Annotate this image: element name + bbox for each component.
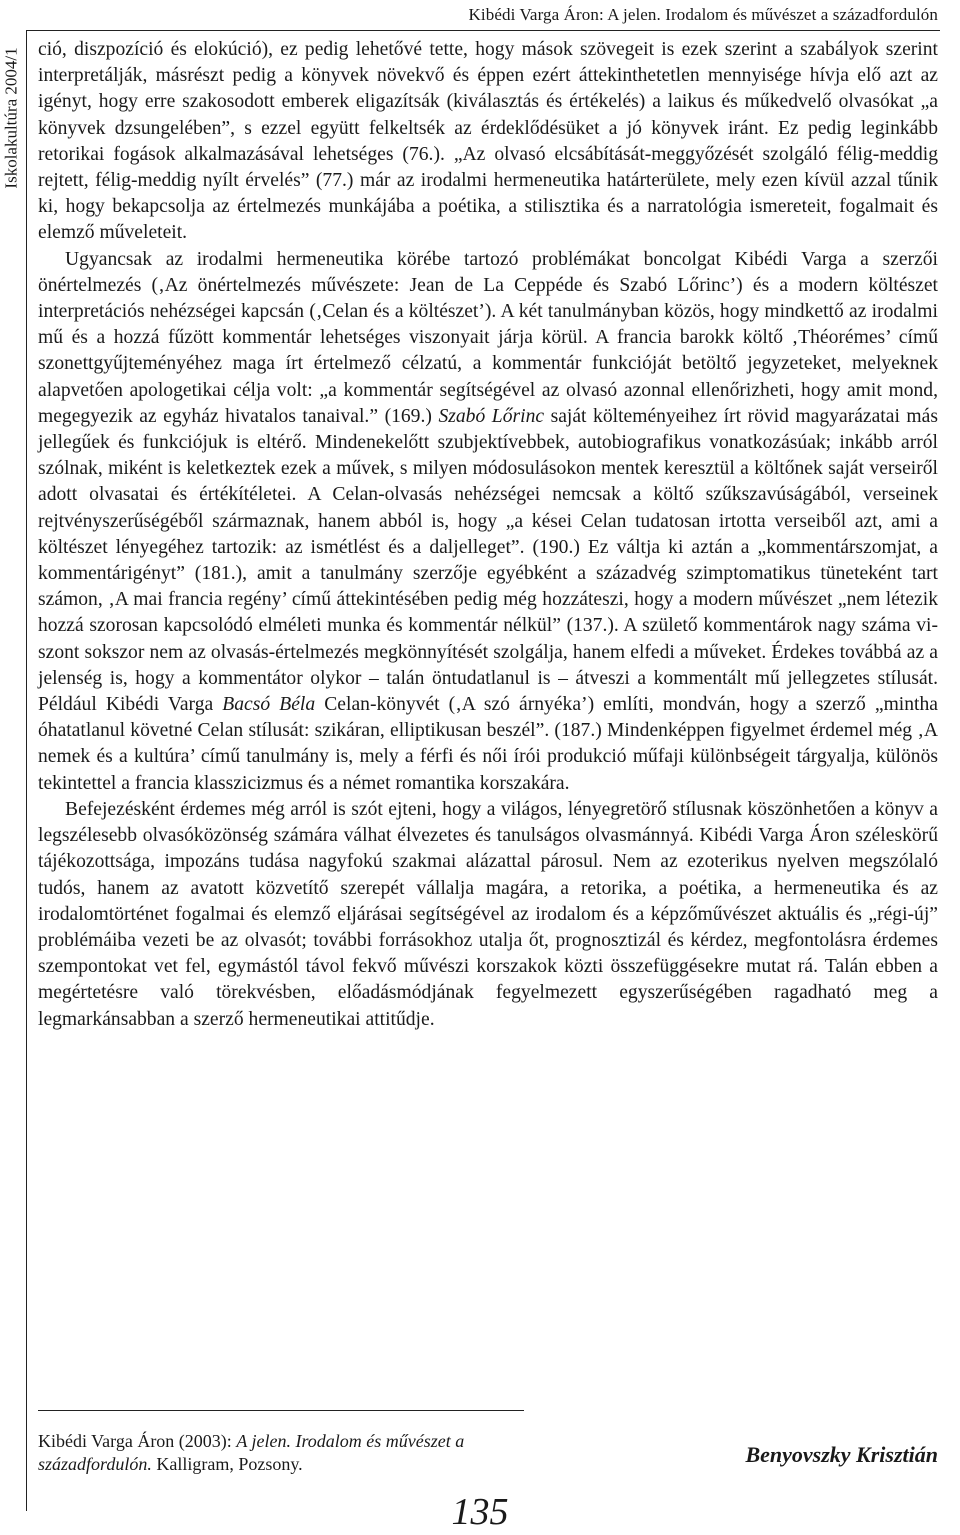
footnote-rule [38,1410,524,1411]
reference-author-year: Kibédi Varga Áron (2003): [38,1431,237,1451]
page-number: 135 [451,1491,509,1533]
journal-side-label [0,28,24,208]
paragraph-text: Ugyancsak az irodalmi hermeneutika körébe tartozó problémákat boncolgat Kibédi Varga a szerzői önértelmezés (‚Az önértelmezés művészete: Jean de La Ceppéde és Szabó Lőrinc’) és a modern költészet interpretációs nehézségei kapcsán (‚Celan és a költészet’). A két tanulmányban közös, hogy mindkettő az irodalmi mű és a hozzá fűzött kommentár lehetséges viszonyait járja körül. A francia barokk költő ‚Théorémes’ című szonettgyűjteményéhez maga írt értelmező célzatú, a kommentár funkcióját betöltő jegyzeteket, melyeknek alapvetően apologetikai célja volt: „a kommentár segítségével az olvasó azonnal ellenőrizheti, hogy amit mond, megegyezik az egyház hivatalos tanaival.” (169.) [38,248,938,427]
paragraph-text: Befejezésként érdemes még arról is szót ejteni, hogy a világos, lényegretörő stílusnak köszönhetően a könyv a legszélesebb olvasóközönség számára válhat élvezetes és tanulságos olvasmánnyá. Kibédi Varga Áron széleskörű tájékozottsága, impozáns tudása nagyfokú szakmai alázattal párosul. Nem az ezoterikus nyelven megszólaló tudós, hanem az avatott közvetítő szerepét vállalja magára, a retorika, a poétika, a hermeneutika és az irodalomtörténet fogalmai és elemző eljárásai segítségével az irodalom és a képzőművészet aktuális és „régi-új” problémáiba vezeti be az olvasót; további forrásokhoz utalja őt, prognosztizál és kérdez, megfontolásra érdemes szempontokat vet fel, egymástól távol fekvő művészi korszakok közti összefüggésekre mutat rá. Talán ebben a megértetésre való törekvésben, előadásmódjának fegyelmezett egyszerűségében ragadható meg a legmarkánsabban a szerző hermeneutikai attitűdje. [38,798,938,1030]
body-paragraph [38,797,938,1033]
article-body [38,37,938,1033]
reference [38,1430,558,1476]
italic-name: Bacsó Béla [222,694,316,716]
reviewer-name: Benyovszky Krisztián [745,1442,938,1467]
running-header: Kibédi Varga Áron: A jelen. Irodalom és művészet a századfordulón [468,5,938,24]
reference-publisher: Kalligram, Pozsony. [151,1454,303,1474]
italic-name: Szabó Lőrinc [438,405,545,427]
body-paragraph [38,37,938,247]
header-rule [26,30,940,31]
reference-title: A jelen. Irodalom és művészet a századfordulón. [38,1431,465,1474]
paragraph-text: Celan-könyvét (‚A szó árnyéka’) említi, mondván, hogy a szerző „mintha óhatatlanul követné Celan stílusát: szikáran, elliptikusan beszél”. (187.) Mindenképpen figyelmet érdemel még ‚A nemek és a kultúra’ című tanulmány is, mely a férfi és női írói produkció műfaji különbségeit tárgyalja, különös tekintettel a francia klasszicizmus és a német romantika korszakára. [38,694,938,794]
side-rule [26,30,27,1511]
paragraph-text: ció, diszpozíció és elokúció), ez pedig lehetővé tette, hogy mások szövegeit is ezek szerint a szabályok szerint interpretálják, másrészt pedig a könyvek növekvő és éppen ezért áttekinthetetlen mennyisége hívja elő azt az igényt, hogy erre szakosodott emberek eligazítsák (kiválasztás és értékelés) a laikus és műkedvelő olvasókat „a könyvek dzsungelében”, s ezzel együtt felkeltsék az érdeklődésüket a jó könyvek iránt. Ez pedig leginkább retorikai fogások alkalmazásával lehetséges (76.). „Az olvasó elcsábítását-meggyőzését szolgáló félig-meddig rejtett, félig-meddig nyílt érvelés” (77.) már az irodalmi hermeneutika határterülete, mely ezen kívül azzal tűnik ki, hogy bekapcsolja az értelmezés munkájába a poétika, a stilisztika és a narratológia ismereteit, fogalmait és elemző műveleteit. [38,39,938,244]
journal-side-label-text: Iskolakultúra 2004/1 [2,47,22,189]
paragraph-text: saját költeményeihez írt rövid magyarázatai más jellegűek és funkciójuk is eltérő. Mindenekelőtt szubjektívebbek, autobiografikus vonatkozásúak; inkább arról szólnak, miként is keletkeztek ezek a művek, s milyen módosulásokon mentek keresztül a költőnek saját verseiről adott olvasatai és értékítéletei. A Celan-olvasás nehézségei nemcsak a költő szűkszavúságából, verseinek rejtvényszerűségéből származnak, hanem abból is, hogy „a kései Celan tudatosan irtotta verseiből azt, ami a költészet lényegéhez tartozik: az ismétlést és a daljelleget”. (190.) Ez váltja ki aztán a „kommentárszomjat, a kommentárigényt” (181.), amit a tanulmány szerzője egyébként a századvég szimptomatikus tüneteként tart számon, ‚A mai francia regény’ című áttekintésében pedig még hozzáteszi, hogy a modern művészet „nem létezik hozzá szorosan kapcsolódó elméleti munka és kommentár nélkül” (137.). A születő kommentárok nagy száma viszont sokszor nem az olvasás-értelmezés megkönnyítését szolgálja, hanem elfedi a műveket. Érdekes továbbá az a jelenség is, hogy a kommentátor olykor – talán öntudatlanul is – átveszi a kommentált mű jellegzetes stílusát. Például Kibédi Varga [38,405,938,716]
body-paragraph [38,247,938,797]
